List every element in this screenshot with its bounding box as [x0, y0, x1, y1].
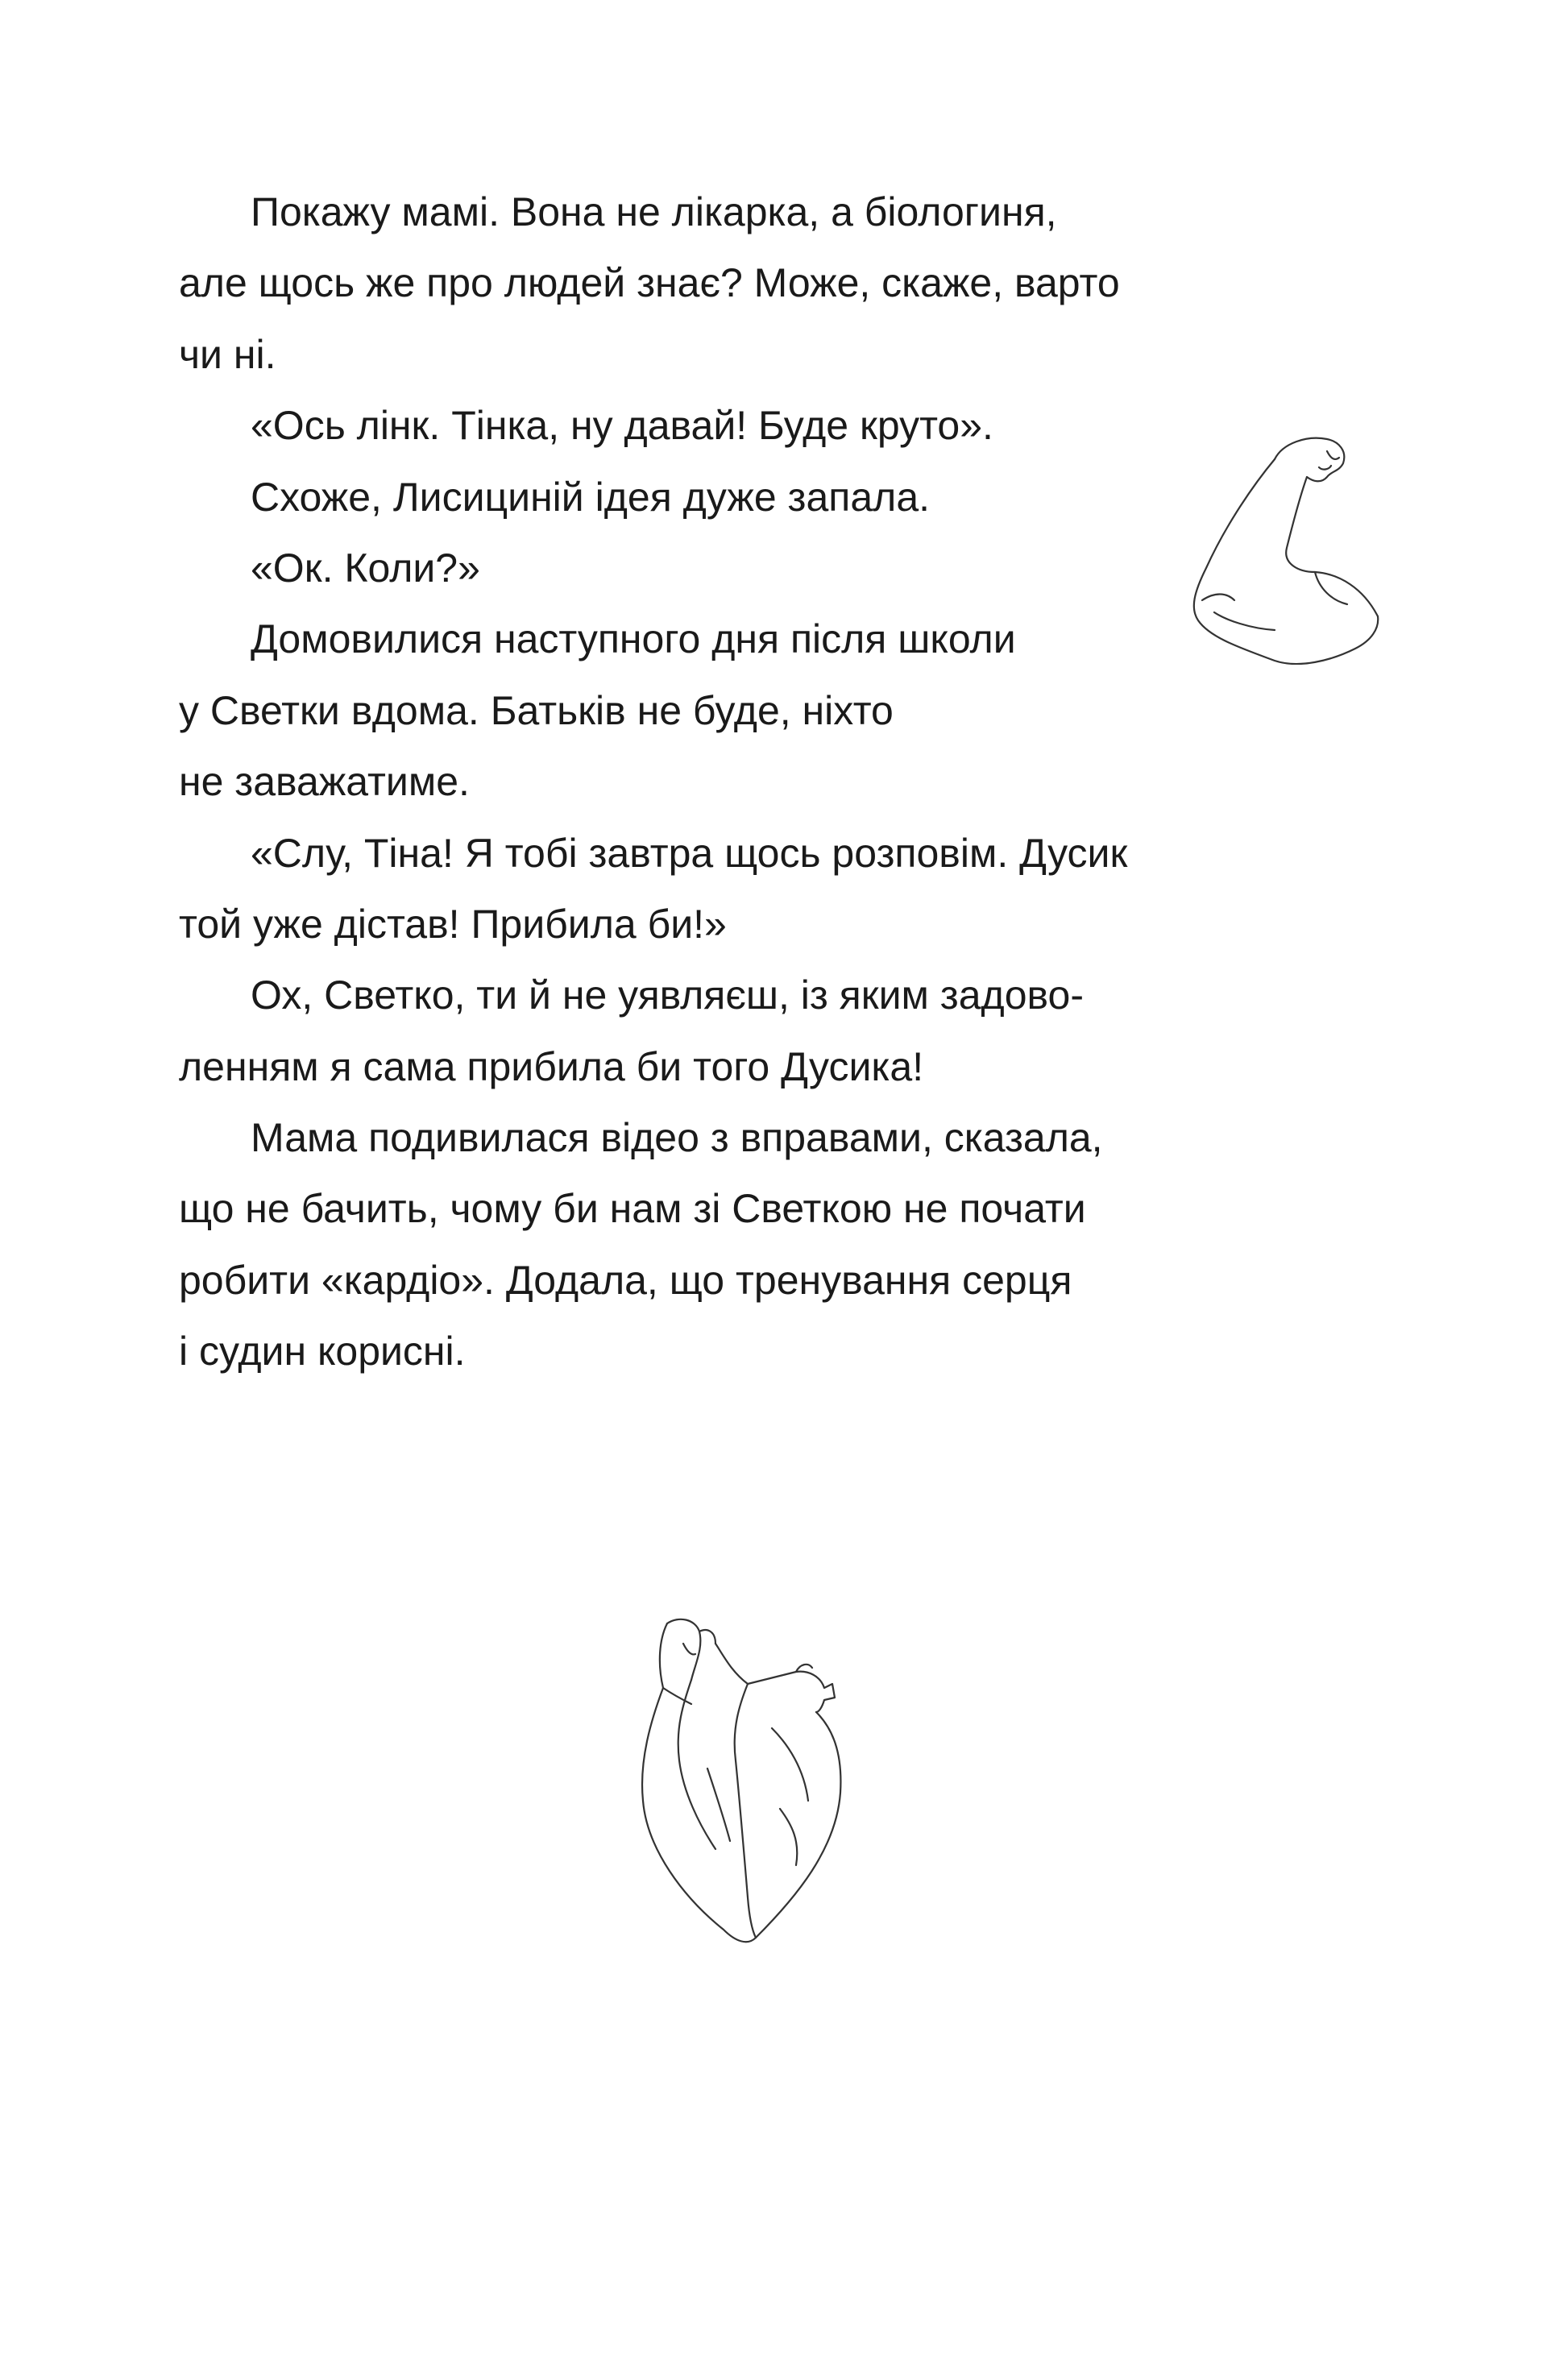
text-line: той уже дістав! Прибила би!»	[179, 901, 727, 947]
body-text	[179, 176, 1291, 1387]
flexed-arm-illustration	[1178, 427, 1383, 665]
text-line: Мама подивилася відео з вправами, сказала,	[251, 1115, 1103, 1161]
text-line: і судин корисні.	[179, 1329, 466, 1375]
text-line: що не бачить, чому би нам зі Светкою не почати	[179, 1186, 1086, 1232]
text-line: «Ок. Коли?»	[251, 545, 480, 591]
text-line: Схоже, Лисициній ідея дуже запала.	[251, 474, 931, 520]
text-line: Ох, Светко, ти й не уявляєш, із яким задово-	[251, 972, 1084, 1018]
text-line: «Ось лінк. Тінка, ну давай! Буде круто».	[251, 403, 993, 449]
text-line: робити «кардіо». Додала, що тренування серця	[179, 1257, 1072, 1303]
anatomical-heart-illustration	[635, 1607, 846, 1950]
text-line: не заважатиме.	[179, 759, 470, 805]
text-line: Покажу мамі. Вона не лікарка, а біологиня,	[251, 189, 1057, 234]
text-line: у Светки вдома. Батьків не буде, ніхто	[179, 687, 894, 733]
text-line: але щось же про людей знає? Може, скаже, варто	[179, 260, 1120, 306]
text-line: «Слу, Тіна! Я тобі завтра щось розповім. Дусик	[251, 830, 1128, 876]
text-line: ленням я сама прибила би того Дусика!	[179, 1043, 924, 1089]
text-line: чи ні.	[179, 331, 276, 377]
text-line: Домовилися наступного дня після школи	[251, 616, 1016, 662]
